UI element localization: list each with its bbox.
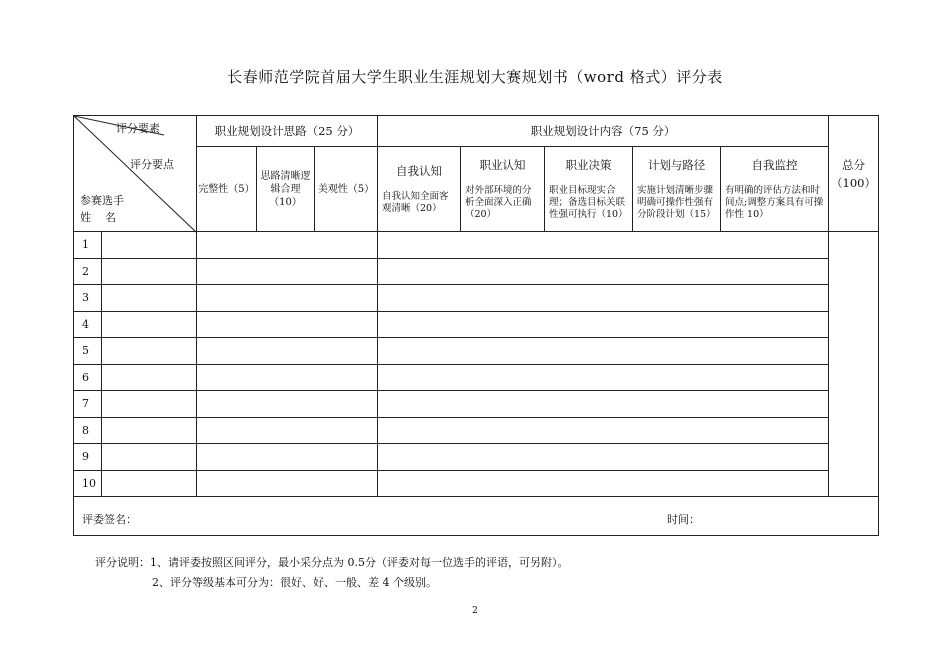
total-label: 总分 bbox=[842, 157, 866, 172]
criterion-completeness: 完整性（5） bbox=[197, 147, 257, 232]
corner-contestant-label: 参赛选手 bbox=[80, 194, 124, 207]
table-row bbox=[74, 444, 879, 471]
row-number: 7 bbox=[74, 391, 102, 418]
content-score-cell[interactable] bbox=[378, 258, 829, 285]
row-number: 1 bbox=[74, 232, 102, 259]
signature-cell[interactable] bbox=[74, 497, 879, 536]
content-criteria-header: 职业规划设计内容（75 分） bbox=[378, 116, 829, 147]
criterion-career-awareness bbox=[461, 147, 545, 232]
signature-row bbox=[74, 497, 879, 536]
thinking-score-cell[interactable] bbox=[197, 391, 378, 418]
content-score-cell[interactable] bbox=[378, 285, 829, 312]
criterion-title: 职业决策 bbox=[565, 158, 612, 172]
thinking-score-cell[interactable] bbox=[197, 258, 378, 285]
row-number: 10 bbox=[74, 470, 102, 497]
content-score-cell[interactable] bbox=[378, 338, 829, 365]
content-score-cell[interactable] bbox=[378, 364, 829, 391]
content-score-cell[interactable] bbox=[378, 470, 829, 497]
content-score-cell[interactable] bbox=[378, 444, 829, 471]
table-corner-header bbox=[74, 116, 197, 232]
table-row bbox=[74, 338, 879, 365]
criterion-title: 职业认知 bbox=[479, 158, 526, 172]
row-number: 8 bbox=[74, 417, 102, 444]
name-cell[interactable] bbox=[102, 470, 197, 497]
row-number: 4 bbox=[74, 311, 102, 338]
row-number: 2 bbox=[74, 258, 102, 285]
scoring-note-line-1: 评分说明：1、请评委按照区间评分，最小采分点为 0.5分（评委对每一位选手的评语，可另附）。 bbox=[95, 556, 569, 569]
table-row bbox=[74, 232, 879, 259]
criterion-self-awareness bbox=[378, 147, 461, 232]
page-title: 长春师范学院首届大学生职业生涯规划大赛规划书（word 格式）评分表 bbox=[227, 68, 723, 86]
total-score-header bbox=[829, 116, 879, 232]
row-number: 6 bbox=[74, 364, 102, 391]
score-table bbox=[73, 115, 879, 536]
total-score-value: （100） bbox=[831, 175, 876, 190]
name-cell[interactable] bbox=[102, 391, 197, 418]
table-row bbox=[74, 470, 879, 497]
name-cell[interactable] bbox=[102, 311, 197, 338]
criterion-desc: 自我认知全面客观清晰（20） bbox=[382, 191, 449, 214]
criterion-title: 计划与路径 bbox=[647, 158, 706, 172]
name-cell[interactable] bbox=[102, 232, 197, 259]
content-score-cell[interactable] bbox=[378, 417, 829, 444]
name-cell[interactable] bbox=[102, 258, 197, 285]
criterion-desc: 职业目标现实合理；备选目标关联性强可执行（10） bbox=[549, 185, 628, 220]
criterion-logic: 思路清晰逻辑合理（10） bbox=[257, 147, 315, 232]
thinking-criteria-header: 职业规划设计思路（25 分） bbox=[197, 116, 378, 147]
signature-time-label: 时间： bbox=[667, 513, 700, 526]
name-cell[interactable] bbox=[102, 417, 197, 444]
row-number: 3 bbox=[74, 285, 102, 312]
row-number: 5 bbox=[74, 338, 102, 365]
thinking-score-cell[interactable] bbox=[197, 417, 378, 444]
corner-points-label: 评分要点 bbox=[130, 158, 174, 171]
content-score-cell[interactable] bbox=[378, 391, 829, 418]
table-row bbox=[74, 391, 879, 418]
row-number: 9 bbox=[74, 444, 102, 471]
thinking-score-cell[interactable] bbox=[197, 338, 378, 365]
page-number: 2 bbox=[472, 606, 478, 616]
table-row bbox=[74, 285, 879, 312]
thinking-score-cell[interactable] bbox=[197, 232, 378, 259]
name-cell[interactable] bbox=[102, 364, 197, 391]
criterion-plan-path bbox=[633, 147, 721, 232]
criterion-desc: 实施计划清晰步骤明确可操作性强有分阶段计划（15） bbox=[637, 185, 716, 220]
content-score-cell[interactable] bbox=[378, 232, 829, 259]
criterion-desc: 有明确的评估方法和时间点;调整方案具有可操作性 10） bbox=[725, 185, 824, 220]
name-cell[interactable] bbox=[102, 285, 197, 312]
table-row bbox=[74, 364, 879, 391]
thinking-score-cell[interactable] bbox=[197, 311, 378, 338]
criterion-career-decision bbox=[545, 147, 633, 232]
name-cell[interactable] bbox=[102, 444, 197, 471]
table-row bbox=[74, 311, 879, 338]
criterion-self-monitoring bbox=[721, 147, 829, 232]
criterion-title: 自我监控 bbox=[751, 158, 798, 172]
thinking-score-cell[interactable] bbox=[197, 285, 378, 312]
criterion-aesthetics: 美观性（5） bbox=[315, 147, 378, 232]
total-score-cell[interactable] bbox=[829, 232, 879, 497]
table-row bbox=[74, 258, 879, 285]
criterion-title: 自我认知 bbox=[396, 164, 443, 178]
name-cell[interactable] bbox=[102, 338, 197, 365]
scoring-note-line-2: 2、评分等级基本可分为：很好、好、一般、差 4 个级别。 bbox=[152, 576, 437, 589]
table-row bbox=[74, 417, 879, 444]
thinking-score-cell[interactable] bbox=[197, 470, 378, 497]
corner-elements-label: 评分要素 bbox=[116, 122, 160, 135]
judge-signature-label: 评委签名： bbox=[82, 513, 137, 526]
corner-name-label: 姓 名 bbox=[80, 211, 116, 224]
criterion-desc: 对外部环境的分析全面深入正确（20） bbox=[465, 185, 532, 220]
content-score-cell[interactable] bbox=[378, 311, 829, 338]
thinking-score-cell[interactable] bbox=[197, 364, 378, 391]
thinking-score-cell[interactable] bbox=[197, 444, 378, 471]
